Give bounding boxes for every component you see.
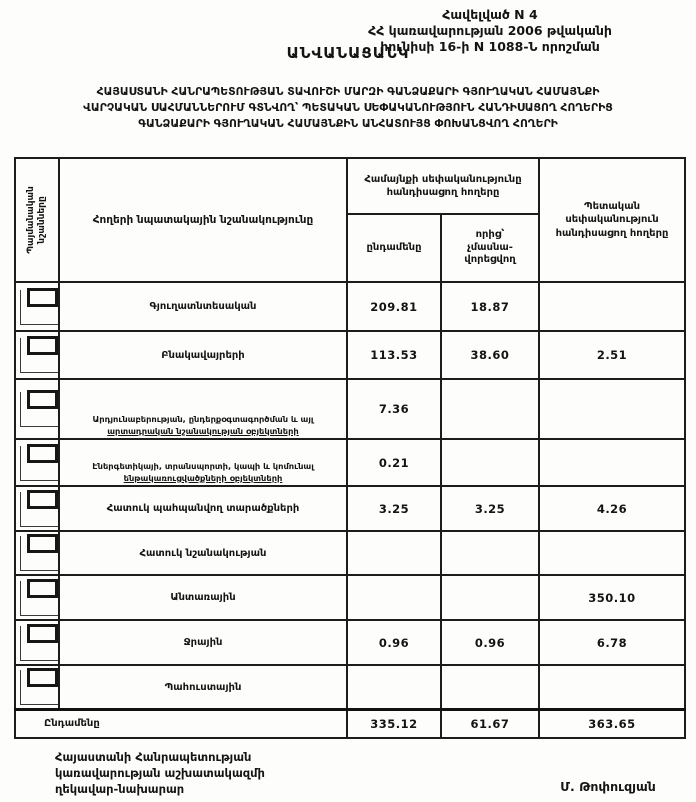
table-row — [15, 575, 685, 620]
page-title: ԱՆՎԱՆԱՑԱՆԿ — [286, 44, 410, 62]
legend-box-icon — [20, 579, 59, 617]
value-community-total: 209.81 — [347, 282, 441, 331]
row-label-line2: արտադրական նշանակության օբյեկտների — [107, 425, 299, 436]
value-state: 2.51 — [539, 331, 685, 379]
legend-box-icon — [20, 624, 59, 662]
symbol-cell — [15, 486, 59, 531]
value-non-privatizable — [441, 575, 539, 620]
table-row — [15, 379, 685, 439]
row-label: Հատուկ պահպանվող տարածքների — [59, 486, 347, 531]
symbol-cell — [15, 620, 59, 665]
col-header-community-group: Համայնքի սեփականությունը հանդիսացող հողերը — [347, 158, 539, 214]
value-non-privatizable — [441, 665, 539, 710]
totals-state: 363.65 — [539, 710, 685, 738]
table-row — [15, 331, 685, 379]
legend-box-icon — [20, 490, 59, 528]
appendix-line: Հավելված N 4 — [442, 7, 538, 22]
legend-box-icon — [20, 668, 59, 706]
col-header-symbols-label: Պայմանական նշանները — [25, 186, 47, 254]
header-row-1 — [15, 158, 685, 214]
symbol-cell — [15, 575, 59, 620]
signature-name: Մ. Թոփուզյան — [560, 779, 656, 794]
value-non-privatizable: 3.25 — [441, 486, 539, 531]
value-state — [539, 379, 685, 439]
value-community-total: 113.53 — [347, 331, 441, 379]
row-label: Ջրային — [59, 620, 347, 665]
document-subtitle — [18, 84, 678, 133]
totals-non-privatizable: 61.67 — [441, 710, 539, 738]
legend-box-icon — [20, 288, 59, 326]
value-community-total: 3.25 — [347, 486, 441, 531]
land-transfer-table — [14, 157, 686, 739]
subtitle-line: ԳԱՆՁԱՔԱՐԻ ԳՅՈՒՂԱԿԱՆ ՀԱՄԱՅՆՔԻՆ ԱՆՀԱՏՈՒՅՑ ՓՈԽԱՆՑՎՈՂ ՀՈՂԵՐԻ — [138, 117, 558, 131]
symbol-cell — [15, 531, 59, 575]
value-non-privatizable: 18.87 — [441, 282, 539, 331]
totals-community-total: 335.12 — [347, 710, 441, 738]
appendix-line: ՀՀ կառավարության 2006 թվականի — [368, 23, 612, 38]
col-header-community-total: ընդամենը — [347, 214, 441, 282]
official-title-line: ղեկավար-նախարար — [55, 782, 185, 797]
table-row — [15, 531, 685, 575]
row-label: Բնակավայրերի — [59, 331, 347, 379]
legend-box-icon — [20, 336, 59, 374]
value-state — [539, 531, 685, 575]
value-non-privatizable — [441, 439, 539, 486]
official-title-line: կառավարության աշխատակազմի — [55, 766, 265, 781]
table-row — [15, 620, 685, 665]
row-label: Անտառային — [59, 575, 347, 620]
value-state: 4.26 — [539, 486, 685, 531]
row-label-line2: ենթակառուցվածքների օբյեկտների — [123, 472, 283, 483]
value-non-privatizable — [441, 531, 539, 575]
row-label — [59, 379, 347, 439]
value-state — [539, 282, 685, 331]
symbol-cell — [15, 665, 59, 710]
legend-box-icon — [20, 444, 59, 482]
value-community-total: 0.96 — [347, 620, 441, 665]
totals-row — [15, 710, 685, 738]
value-community-total: 7.36 — [347, 379, 441, 439]
official-title-line: Հայաստանի Հանրապետության — [55, 750, 252, 764]
value-state — [539, 665, 685, 710]
appendix-line: հունիսի 16-ի N 1088-Ն որոշման — [380, 39, 600, 54]
table-row — [15, 665, 685, 710]
row-label: Պահուստային — [59, 665, 347, 710]
value-community-total — [347, 531, 441, 575]
row-label-line1: Արդյունաբերության, ընդերքօգտագործման և այլ — [92, 413, 314, 424]
row-label: Հատուկ նշանակության — [59, 531, 347, 575]
value-non-privatizable: 0.96 — [441, 620, 539, 665]
value-state — [539, 439, 685, 486]
value-community-total — [347, 665, 441, 710]
legend-box-icon — [20, 534, 59, 572]
symbol-cell — [15, 439, 59, 486]
value-community-total: 0.21 — [347, 439, 441, 486]
totals-label: Ընդամենը — [15, 710, 347, 738]
col-header-state: Պետական սեփականություն հանդիսացող հողերը — [539, 158, 685, 282]
symbol-cell — [15, 282, 59, 331]
legend-box-icon — [20, 390, 59, 428]
col-header-of-which: որից՝ չմասնավորեցվող — [441, 214, 539, 282]
col-header-purpose: Հողերի նպատակային նշանակությունը — [59, 158, 347, 282]
value-non-privatizable — [441, 379, 539, 439]
table-row — [15, 282, 685, 331]
value-state: 6.78 — [539, 620, 685, 665]
subtitle-line: ՎԱՐՉԱԿԱՆ ՍԱՀՄԱՆՆԵՐՈՒՄ ԳՏՆՎՈՂ՝ ՊԵՏԱԿԱՆ ՍԵՓԱԿԱՆՈՒԹՅՈՒՆ ՀԱՆԴԻՍԱՑՈՂ ՀՈՂԵՐԻՑ — [83, 101, 613, 115]
value-non-privatizable: 38.60 — [441, 331, 539, 379]
table-row — [15, 486, 685, 531]
col-header-symbols — [15, 158, 59, 282]
value-state: 350.10 — [539, 575, 685, 620]
symbol-cell — [15, 379, 59, 439]
row-label — [59, 439, 347, 486]
symbol-cell — [15, 331, 59, 379]
value-community-total — [347, 575, 441, 620]
row-label: Գյուղատնտեսական — [59, 282, 347, 331]
table-row — [15, 439, 685, 486]
official-title-block — [55, 749, 265, 797]
row-label-line1: Էներգետիկայի, տրանսպորտի, կապի և կոմունալ — [92, 460, 314, 471]
subtitle-line: ՀԱՅԱՍՏԱՆԻ ՀԱՆՐԱՊԵՏՈՒԹՅԱՆ ՏԱՎՈՒՇԻ ՄԱՐԶԻ ԳԱՆՁԱՔԱՐԻ ԳՅՈՒՂԱԿԱՆ ՀԱՄԱՅՆՔԻ — [96, 85, 600, 98]
